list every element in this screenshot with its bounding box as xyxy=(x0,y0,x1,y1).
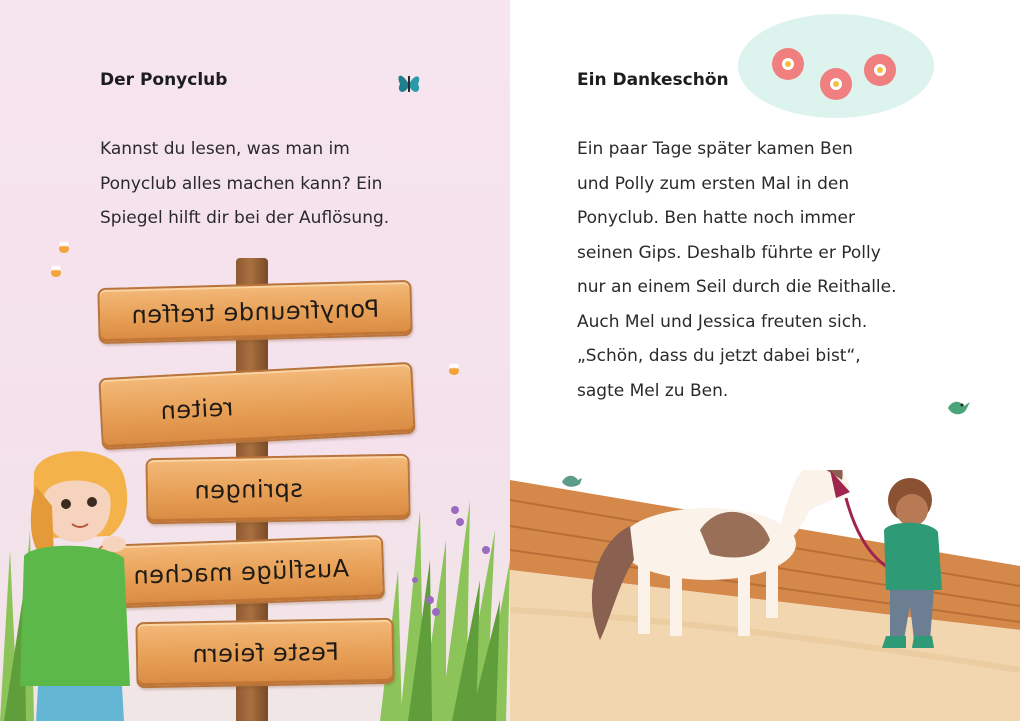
text-line: und Polly zum ersten Mal in den xyxy=(577,173,850,194)
sign-label: Feste feiern xyxy=(191,637,339,669)
sign-board xyxy=(145,454,410,525)
text-line: seinen Gips. Deshalb führte er Polly xyxy=(577,242,881,263)
right-page xyxy=(510,0,1020,721)
bird-icon xyxy=(944,394,972,420)
text-line: Ponyclub. Ben hatte noch immer xyxy=(577,208,856,228)
right-page-heading: Ein Dankeschön xyxy=(577,70,729,90)
text-line: sagte Mel zu Ben. xyxy=(577,380,729,401)
flowers-illustration xyxy=(736,10,936,122)
sign-label: reiten xyxy=(159,393,235,426)
sign-board xyxy=(135,618,394,688)
text-line: Kannst du lesen, was man im xyxy=(100,139,350,159)
bee-icon xyxy=(56,240,72,254)
text-line: Ein paar Tage später kamen Ben xyxy=(577,139,853,159)
sign-board xyxy=(97,280,412,344)
butterfly-icon xyxy=(394,66,424,102)
left-page-heading: Der Ponyclub xyxy=(100,70,228,90)
text-line: nur an einem Seil durch die Reithalle. xyxy=(577,277,897,297)
text-line: „Schön, dass du jetzt dabei bist“, xyxy=(577,346,861,366)
sign-label: Ponyfreunde treffen xyxy=(130,294,380,330)
text-line: Spiegel hilft dir bei der Auflösung. xyxy=(100,208,390,228)
girl-illustration xyxy=(14,446,144,721)
bee-icon xyxy=(48,264,64,278)
sign-label: springen xyxy=(193,474,303,505)
bee-icon xyxy=(446,362,462,376)
right-page-text xyxy=(577,132,897,408)
riding-arena-illustration xyxy=(510,470,1020,721)
sign-board xyxy=(98,362,415,450)
text-line: Auch Mel und Jessica freuten sich. xyxy=(577,311,868,332)
sign-label: Ausflüge machen xyxy=(132,554,350,590)
left-page-text xyxy=(100,132,389,236)
text-line: Ponyclub alles machen kann? Ein xyxy=(100,173,383,194)
